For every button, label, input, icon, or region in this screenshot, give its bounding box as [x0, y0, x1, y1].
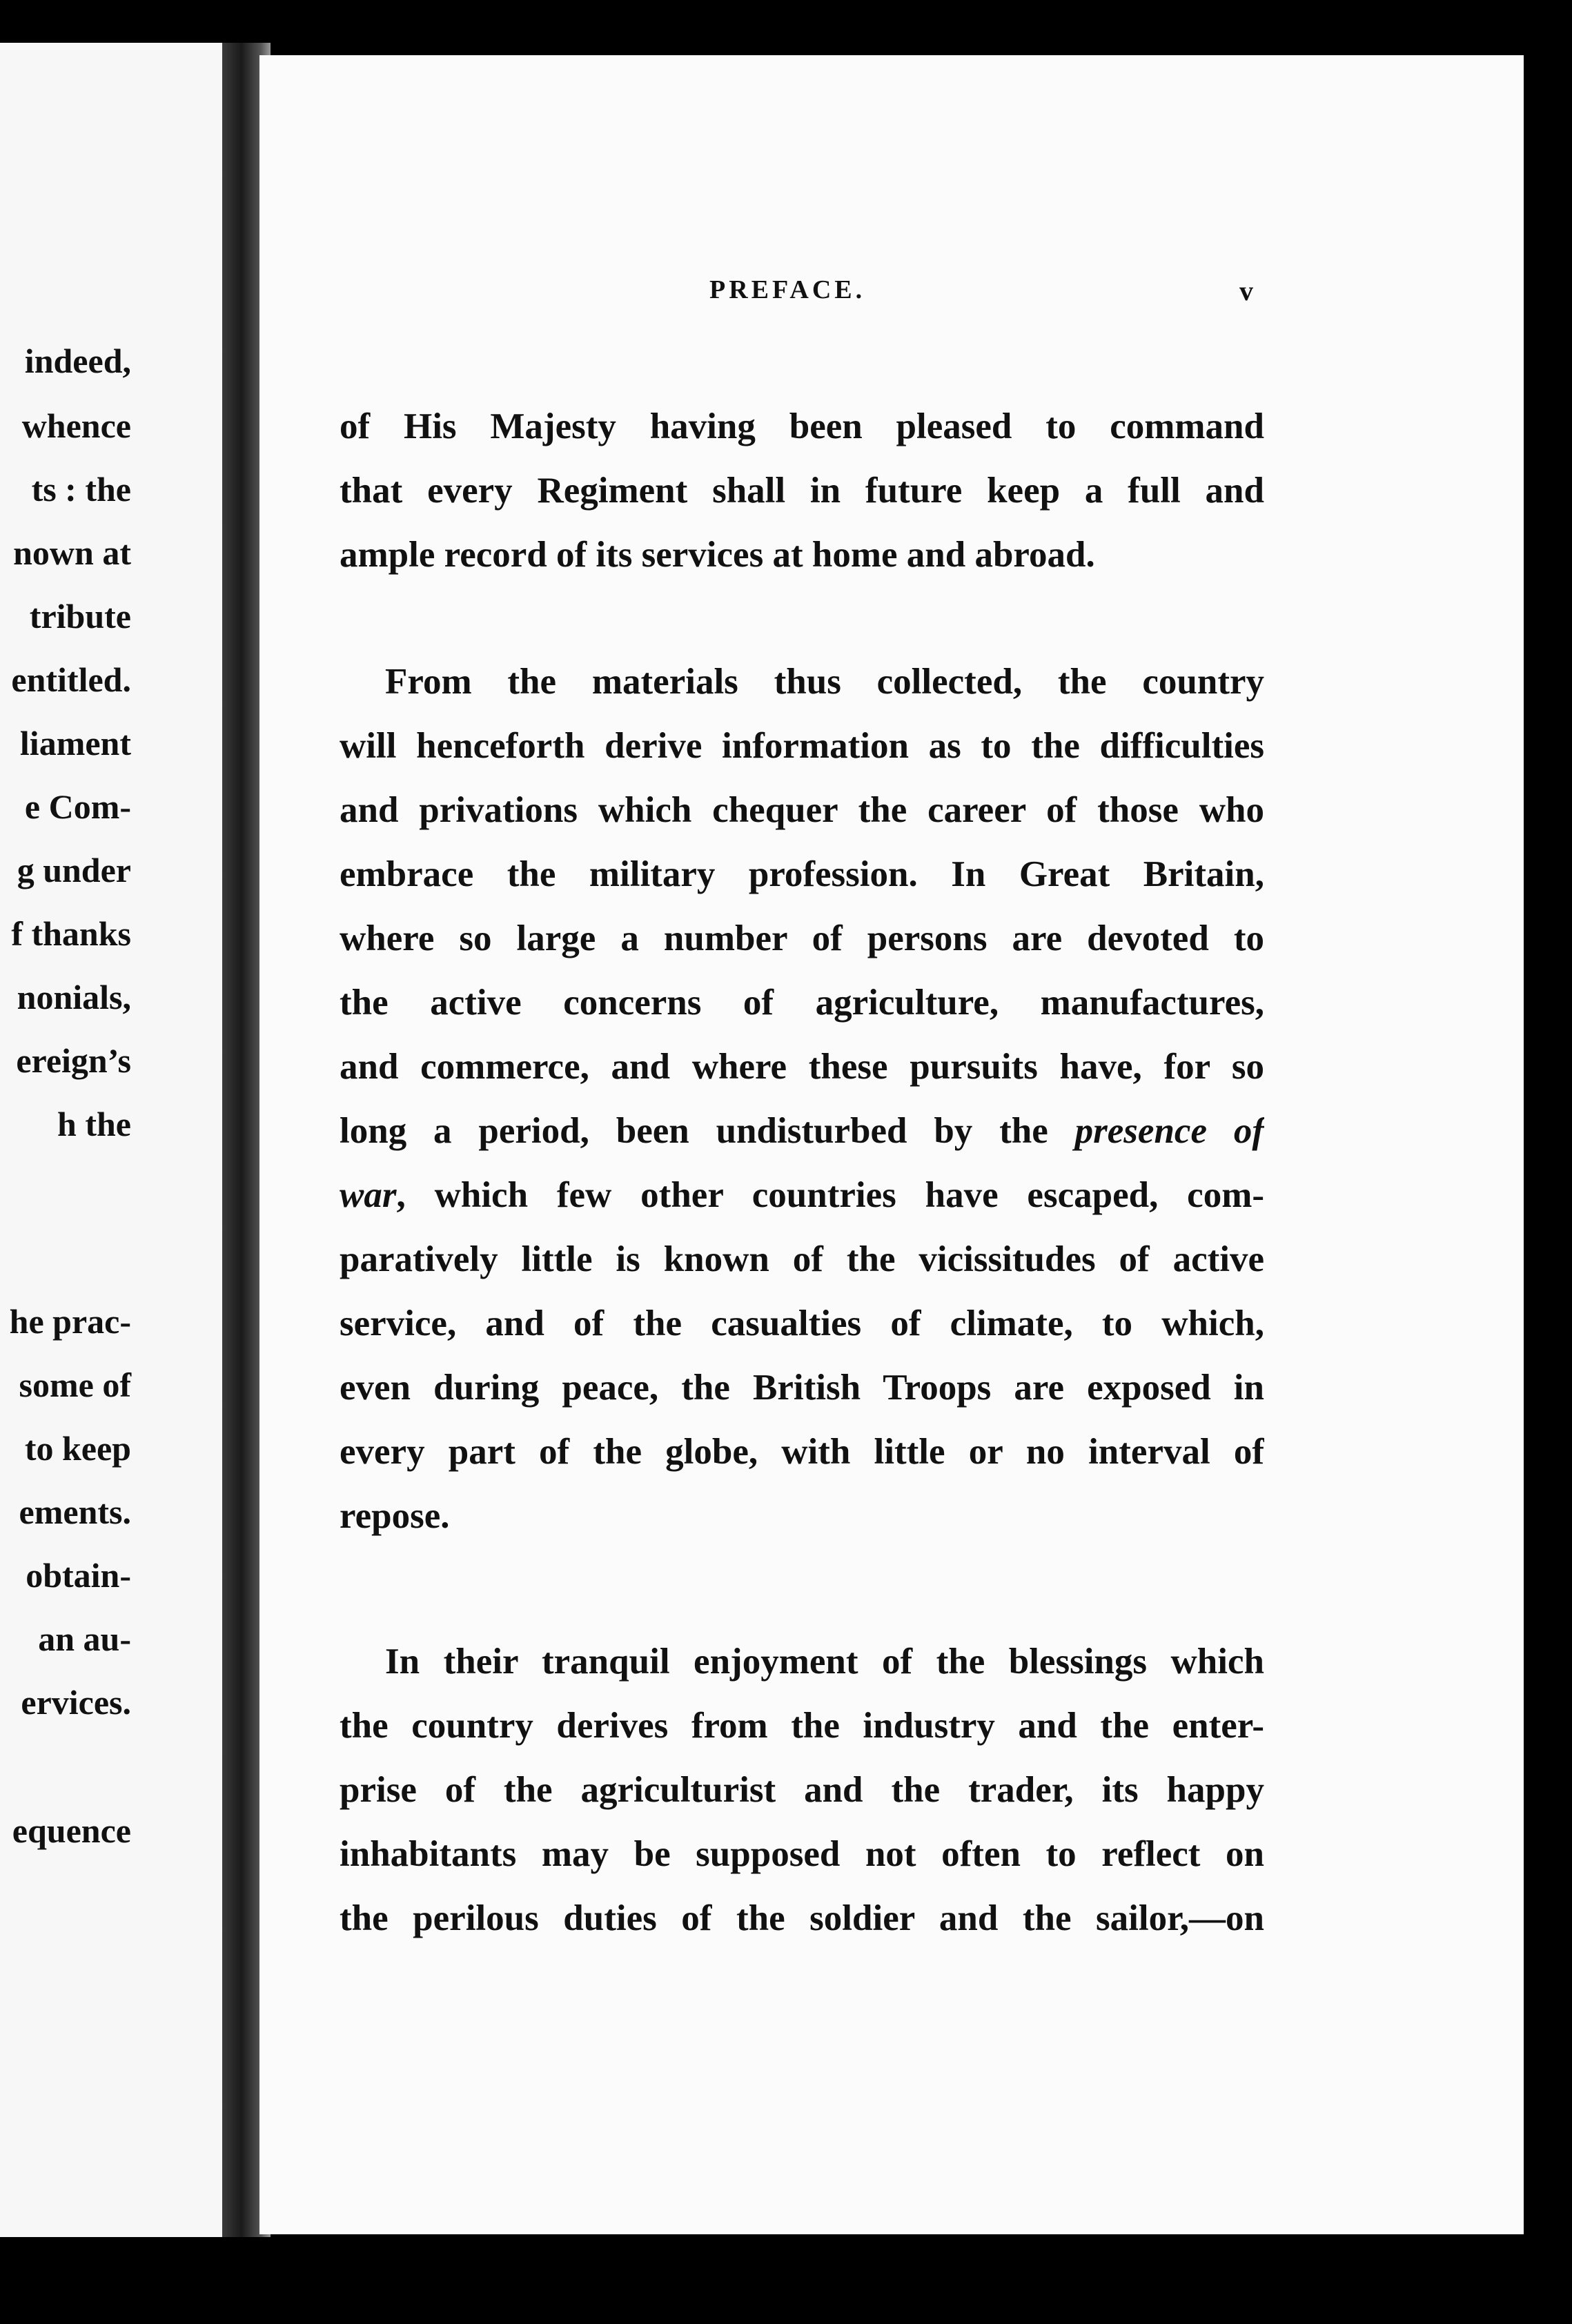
left-page-line: e Com- — [24, 787, 131, 826]
text-line: service, and of the casualties of climate, to which, — [340, 1303, 1264, 1343]
text-line: In their tranquil enjoyment of the blessings which — [385, 1642, 1264, 1682]
text-line-with-italics: long a period, been undisturbed by the presence of — [340, 1111, 1264, 1151]
running-title: PREFACE. — [709, 275, 866, 304]
text-line: repose. — [340, 1496, 450, 1536]
text-line: the active concerns of agriculture, manufactures, — [340, 983, 1264, 1023]
text-line: From the materials thus collected, the country — [385, 662, 1264, 702]
left-page-line: nown at — [13, 533, 131, 572]
text-line: the country derives from the industry and the enter- — [340, 1706, 1264, 1746]
left-page-line: whence — [21, 406, 131, 445]
text-line: where so large a number of persons are devoted to — [340, 918, 1264, 958]
text-line: inhabitants may be supposed not often to reflect on — [340, 1834, 1264, 1874]
left-page-line: g under — [17, 851, 131, 889]
italic-phrase: presence of — [1074, 1111, 1264, 1151]
text-line: and privations which chequer the career of those who — [340, 790, 1264, 830]
text-line: and commerce, and where these pursuits have, for so — [340, 1047, 1264, 1087]
left-page-line: ereign’s — [16, 1041, 131, 1080]
text-line: prise of the agriculturist and the trader, its happy — [340, 1770, 1264, 1810]
paragraph-2 — [340, 650, 1264, 1548]
text-line-with-italics: war, which few other countries have escaped, com- — [340, 1175, 1264, 1215]
left-page-line: obtain- — [26, 1556, 131, 1595]
left-page-line: some of — [19, 1366, 131, 1404]
left-page-line: nonials, — [17, 978, 131, 1016]
facing-page-left — [0, 43, 228, 2237]
left-page-line: equence — [12, 1811, 131, 1850]
running-head — [259, 275, 1524, 316]
text-line: will henceforth derive information as to the difficulties — [340, 726, 1264, 766]
text-line: ample record of its services at home and abroad. — [340, 535, 1095, 575]
left-page-line: liament — [19, 724, 131, 762]
text-line: every part of the globe, with little or no interval of — [340, 1432, 1264, 1472]
paragraph-3 — [340, 1630, 1264, 1951]
text-line: even during peace, the British Troops are exposed in — [340, 1368, 1264, 1408]
left-page-line: an au- — [38, 1619, 131, 1658]
page-preface-v — [259, 55, 1524, 2234]
left-page-line: entitled. — [11, 660, 131, 699]
page-number: v — [1239, 275, 1253, 306]
left-page-line: h the — [57, 1105, 131, 1143]
left-page-line: ements. — [19, 1493, 131, 1531]
text-line: paratively little is known of the vicissitudes of active — [340, 1239, 1264, 1279]
left-page-line: tribute — [29, 597, 131, 636]
italic-phrase: war — [340, 1175, 397, 1215]
left-page-line: ts : the — [31, 470, 131, 509]
left-page-line: indeed, — [24, 342, 131, 380]
text-line: embrace the military profession. In Great Britain, — [340, 854, 1264, 894]
left-page-line: f thanks — [11, 914, 131, 953]
left-page-line: ervices. — [21, 1683, 131, 1722]
text-line: of His Majesty having been pleased to command — [340, 406, 1264, 446]
paragraph-1 — [340, 395, 1264, 587]
text-line: the perilous duties of the soldier and the sailor,—on — [340, 1898, 1264, 1938]
left-page-line: he prac- — [9, 1302, 131, 1341]
left-page-line: to keep — [24, 1429, 131, 1468]
text-line: that every Regiment shall in future keep a full and — [340, 471, 1264, 511]
